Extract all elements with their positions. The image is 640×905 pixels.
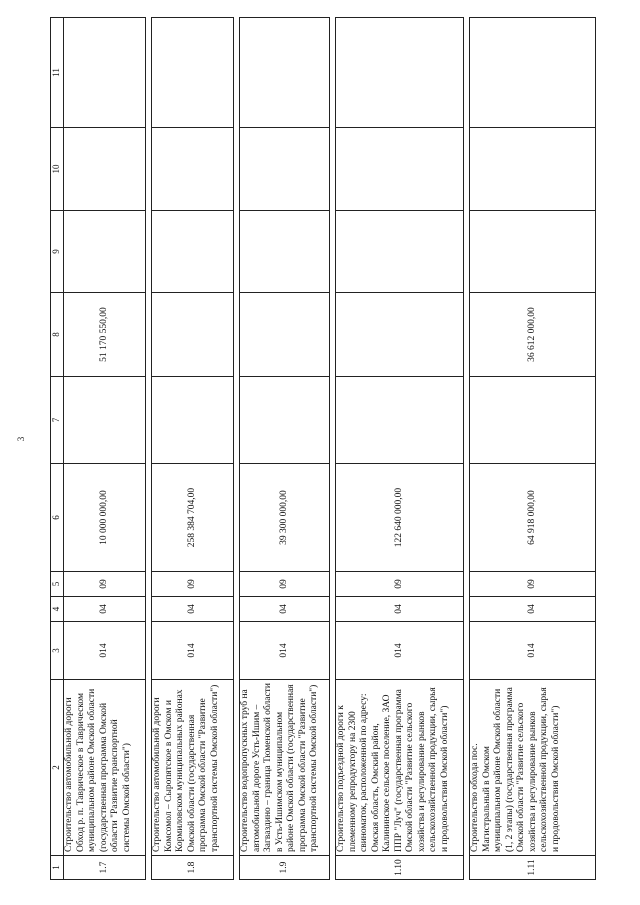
column-number-header: 1 — [51, 856, 64, 880]
cell-col7 — [152, 377, 234, 464]
cell-col7 — [470, 377, 596, 464]
cell-col5: 09 — [64, 572, 146, 597]
cell-col8 — [152, 293, 234, 377]
column-number-header: 7 — [51, 377, 64, 464]
cell-col9 — [240, 211, 330, 293]
page-number: 3 — [16, 436, 26, 442]
cell-col8: 36 612 000,00 — [470, 293, 596, 377]
column-number-header: 9 — [51, 211, 64, 293]
cell-col8 — [240, 293, 330, 377]
table-row — [64, 18, 146, 880]
cell-col6: 64 918 000,00 — [470, 464, 596, 572]
table-row — [240, 18, 330, 880]
column-number-header: 6 — [51, 464, 64, 572]
cell-col3: 014 — [336, 622, 464, 680]
cell-col9 — [64, 211, 146, 293]
row-number: 1.11 — [470, 856, 596, 880]
cell-col11 — [470, 18, 596, 128]
row-description: Строительство автомобильной дороги Комсомол – Сыропятское в Омском и Кормиловском муниципальных районах Омской области (государственная программа Омской области "Развитие транспортной системы Омской области") — [152, 680, 234, 856]
cell-col10 — [470, 128, 596, 211]
cell-col7 — [336, 377, 464, 464]
cell-col3: 014 — [152, 622, 234, 680]
cell-col9 — [470, 211, 596, 293]
cell-col3: 014 — [470, 622, 596, 680]
table-row — [152, 18, 234, 880]
row-number: 1.7 — [64, 856, 146, 880]
cell-col11 — [152, 18, 234, 128]
row-description: Строительство автомобильной дороги Обход р. п. Таврическое в Таврическом муниципальном районе Омской области (государственная программа Омской области "Развитие транспортной системы Омской области") — [64, 680, 146, 856]
table-row — [470, 18, 596, 880]
cell-col6: 10 000 000,00 — [64, 464, 146, 572]
column-number-header: 10 — [51, 128, 64, 211]
cell-col3: 014 — [64, 622, 146, 680]
row-number: 1.8 — [152, 856, 234, 880]
cell-col10 — [152, 128, 234, 211]
cell-col7 — [240, 377, 330, 464]
budget-table — [50, 17, 596, 880]
cell-col5: 09 — [336, 572, 464, 597]
cell-col11 — [64, 18, 146, 128]
cell-col4: 04 — [240, 597, 330, 622]
cell-col5: 09 — [470, 572, 596, 597]
table-row — [336, 18, 464, 880]
cell-col11 — [336, 18, 464, 128]
cell-col10 — [336, 128, 464, 211]
cell-col9 — [152, 211, 234, 293]
cell-col5: 09 — [240, 572, 330, 597]
cell-col10 — [240, 128, 330, 211]
row-description: Строительство водопропускных труб на автомобильной дороге Усть-Ишим – Загваздино – граница Тюменской области в Усть-Ишимском муниципальном районе Омской области (государственная программа Омской области "Развитие транспортной системы Омской области") — [240, 680, 330, 856]
cell-col6: 258 384 704,00 — [152, 464, 234, 572]
cell-col7 — [64, 377, 146, 464]
cell-col4: 04 — [336, 597, 464, 622]
row-number: 1.9 — [240, 856, 330, 880]
cell-col6: 122 640 000,00 — [336, 464, 464, 572]
cell-col4: 04 — [152, 597, 234, 622]
cell-col9 — [336, 211, 464, 293]
cell-col10 — [64, 128, 146, 211]
row-description: Строительство подъездной дороги к племенному репродуктору на 2300 свиноматок, расположенной по адресу: Омская область, Омский район, Калининское сельское поселение, ЗАО ППР "Луч" (государственная программа Омской области "Развитие сельского хозяйства и регулирование рынков сельскохозяйственной продукции, сырья и продовольствия Омской области") — [336, 680, 464, 856]
cell-col6: 39 300 000,00 — [240, 464, 330, 572]
cell-col3: 014 — [240, 622, 330, 680]
row-number: 1.10 — [336, 856, 464, 880]
row-description: Строительство обхода пос. Магистральный в Омском муниципальном районе Омской области (1, 2 этапы) (государственная программа Омской области "Развитие сельского хозяйства и регулирование рынков сельскохозяйственной продукции, сырья и продовольствия Омской области") — [470, 680, 596, 856]
column-number-header: 4 — [51, 597, 64, 622]
column-number-header: 3 — [51, 622, 64, 680]
cell-col11 — [240, 18, 330, 128]
column-number-header: 11 — [51, 18, 64, 128]
column-number-row — [51, 18, 64, 880]
cell-col5: 09 — [152, 572, 234, 597]
rotated-document — [50, 18, 582, 880]
column-number-header: 5 — [51, 572, 64, 597]
cell-col8: 51 170 550,00 — [64, 293, 146, 377]
column-number-header: 8 — [51, 293, 64, 377]
cell-col4: 04 — [64, 597, 146, 622]
column-number-header: 2 — [51, 680, 64, 856]
cell-col8 — [336, 293, 464, 377]
cell-col4: 04 — [470, 597, 596, 622]
